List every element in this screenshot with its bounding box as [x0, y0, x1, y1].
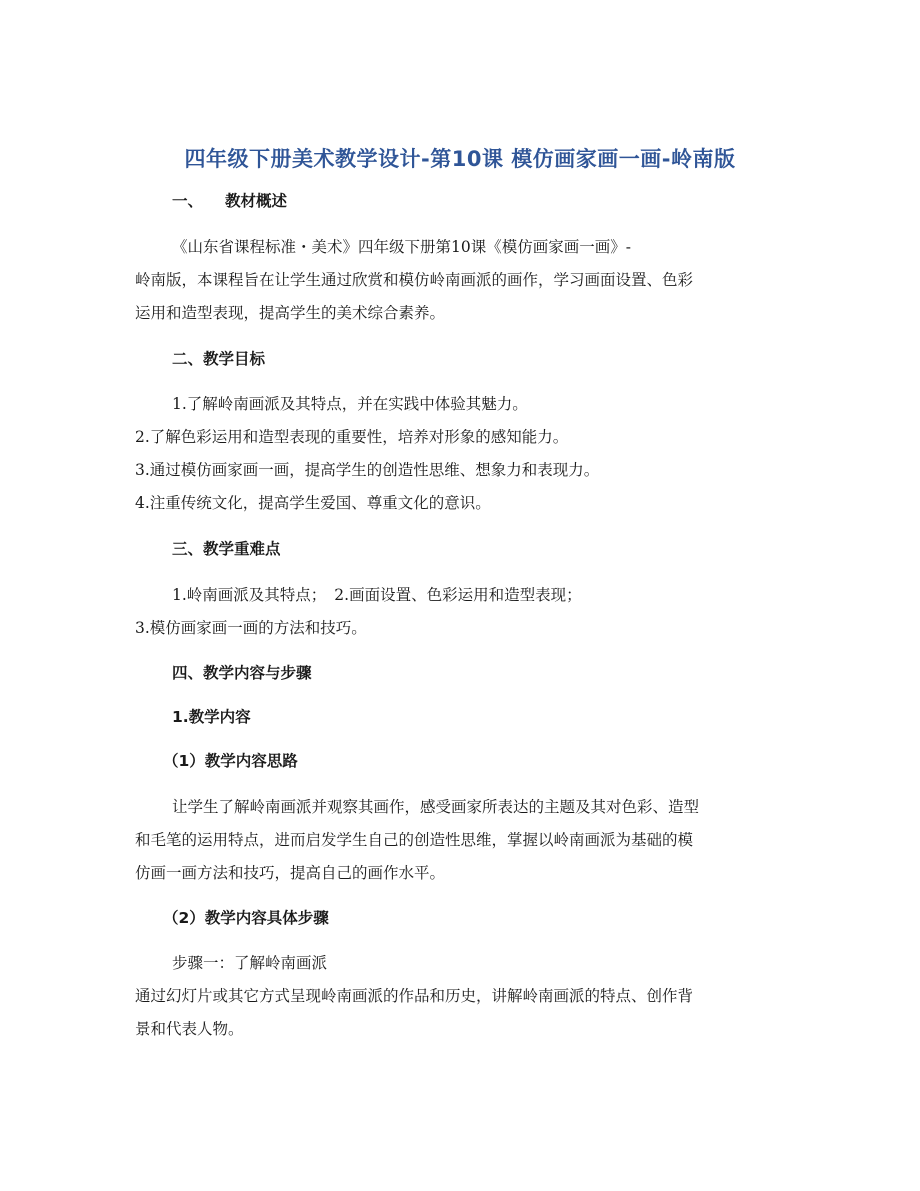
section-3-heading: 三、教学重难点: [172, 540, 281, 558]
section-4-heading: 四、教学内容与步骤: [172, 664, 312, 682]
section-1-heading: [172, 190, 287, 212]
section-1-line-2: 岭南版，本课程旨在让学生通过欣赏和模仿岭南画派的画作，学习画面设置、色彩: [135, 271, 694, 289]
key-points-line-1: [172, 584, 582, 606]
step-1-line-1: 通过幻灯片或其它方式呈现岭南画派的作品和历史，讲解岭南画派的特点、创作背: [135, 987, 694, 1005]
key-point-2: 2.画面设置、色彩运用和造型表现；: [334, 586, 582, 604]
document-title: 四年级下册美术教学设计-第10课 模仿画家画一画-岭南版: [184, 147, 736, 171]
section-2-heading: 二、教学目标: [172, 350, 266, 368]
objective-1: 1.了解岭南画派及其特点，并在实践中体验其魅力。: [172, 395, 528, 413]
subsection-teaching-content: 1.教学内容: [172, 708, 251, 726]
section-1-title: 教材概述: [225, 192, 288, 210]
section-1-line-3: 运用和造型表现，提高学生的美术综合素养。: [135, 304, 446, 322]
approach-line-2: 和毛笔的运用特点，进而启发学生自己的创造性思维，掌握以岭南画派为基础的模: [135, 831, 694, 849]
subsection-content-steps: （2）教学内容具体步骤: [163, 909, 329, 927]
approach-line-1: 让学生了解岭南画派并观察其画作，感受画家所表达的主题及其对色彩、造型: [172, 798, 700, 816]
objective-2: 2.了解色彩运用和造型表现的重要性，培养对形象的感知能力。: [135, 428, 569, 446]
subsection-content-approach: （1）教学内容思路: [163, 752, 298, 770]
step-1-title: 步骤一：了解岭南画派: [172, 954, 328, 972]
key-point-1: 1.岭南画派及其特点；: [172, 586, 327, 604]
objective-4: 4.注重传统文化，提高学生爱国、尊重文化的意识。: [135, 494, 491, 512]
section-1-line-1: 《山东省课程标准・美术》四年级下册第10课《模仿画家画一画》-: [172, 238, 631, 256]
approach-line-3: 仿画一画方法和技巧，提高自己的画作水平。: [135, 864, 446, 882]
objective-3: 3.通过模仿画家画一画，提高学生的创造性思维、想象力和表现力。: [135, 461, 600, 479]
section-1-number: 一、: [172, 192, 204, 210]
step-1-line-2: 景和代表人物。: [135, 1020, 244, 1038]
key-point-3: 3.模仿画家画一画的方法和技巧。: [135, 619, 367, 637]
